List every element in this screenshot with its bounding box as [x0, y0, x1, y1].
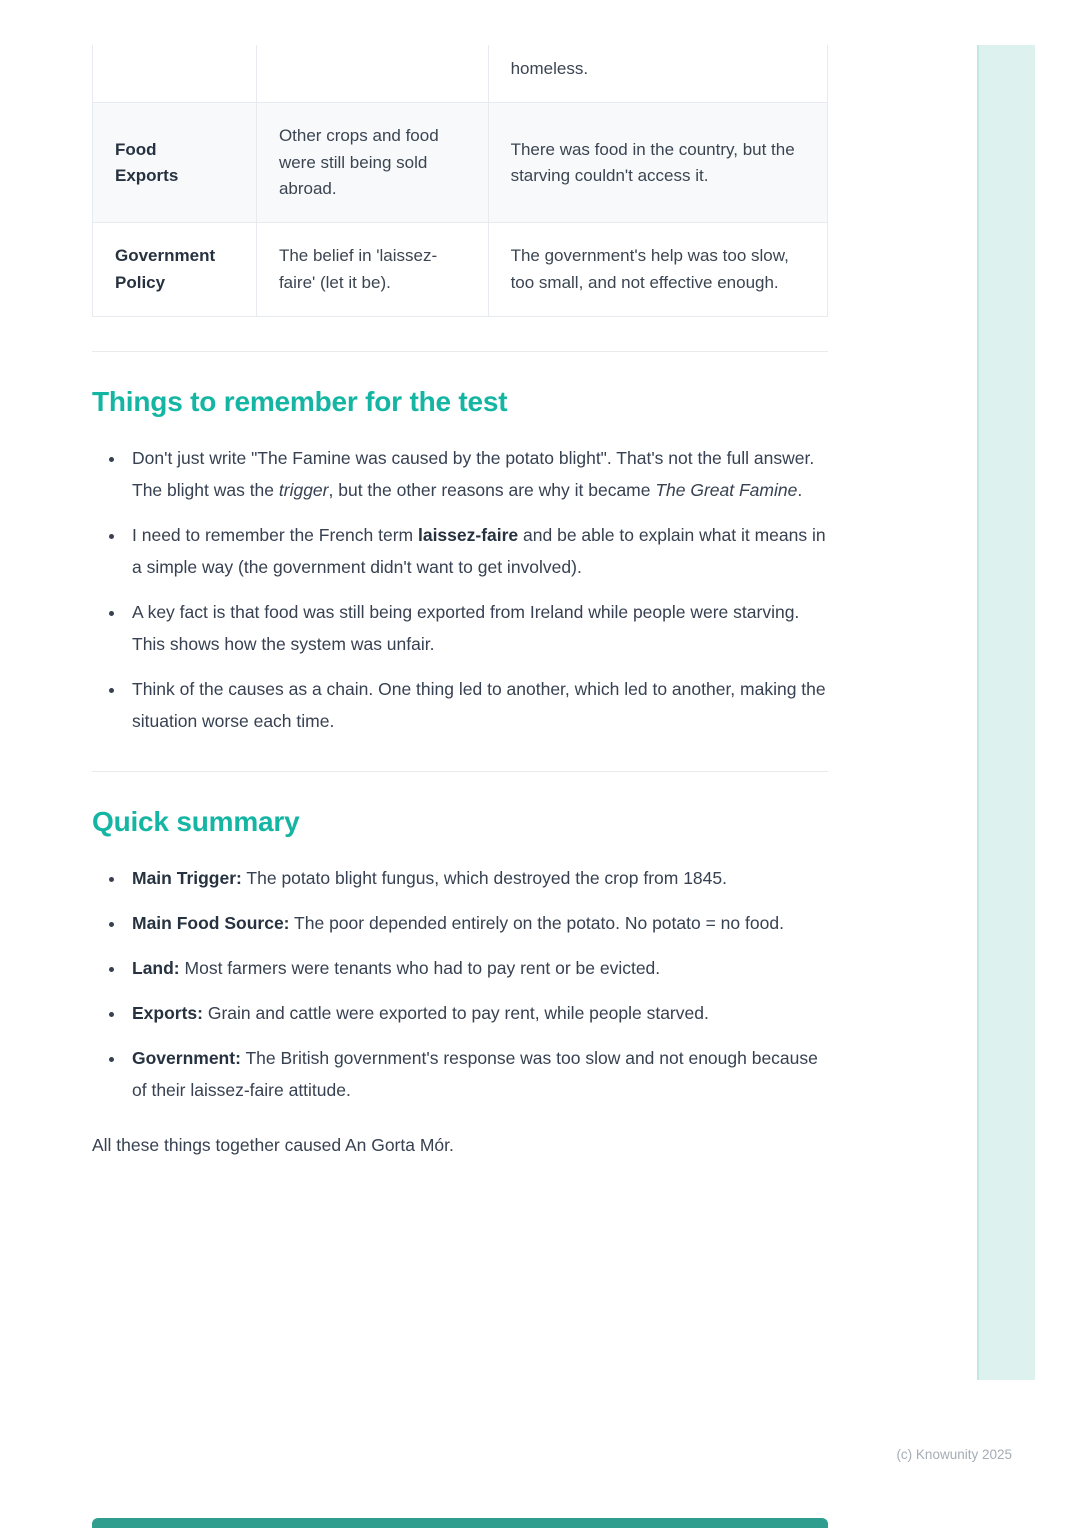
table-description-cell — [256, 45, 488, 103]
remember-list — [126, 442, 828, 737]
item-text: and be able to explain what it means in a simple way (the government didn't want to get involved). — [132, 525, 826, 578]
item-text: Don't just write "The Famine was caused by the potato blight". That's not the full answer. The blight was the — [132, 448, 815, 501]
list-item — [126, 442, 828, 506]
table-consequence-cell: homeless. — [488, 45, 827, 103]
document-content — [92, 45, 828, 1162]
list-item — [126, 673, 828, 737]
item-label: Government: — [132, 1048, 241, 1069]
item-text: The poor depended entirely on the potato. No potato = no food. — [289, 913, 784, 934]
next-page-banner-edge — [92, 1518, 828, 1528]
list-item — [126, 862, 828, 894]
item-label: Main Trigger: — [132, 868, 242, 889]
table-term-text: Government Policy — [115, 246, 216, 292]
list-item — [126, 1042, 828, 1106]
table-description-cell: Other crops and food were still being sold abroad. — [256, 103, 488, 223]
item-text: Think of the causes as a chain. One thing led to another, which led to another, making the situation worse each time. — [132, 679, 826, 732]
item-text: Grain and cattle were exported to pay rent, while people starved. — [202, 1003, 709, 1024]
table-term-cell — [93, 223, 257, 317]
item-text: I need to remember the French term — [132, 525, 418, 546]
table-row — [93, 45, 828, 103]
closing-paragraph: All these things together caused An Gorta Mór. — [92, 1135, 454, 1156]
item-text: Most farmers were tenants who had to pay rent or be evicted. — [179, 958, 661, 979]
italic-term: The Great Famine — [655, 480, 798, 501]
list-item — [126, 907, 828, 939]
section-divider — [92, 771, 828, 772]
table-consequence-cell: There was food in the country, but the starving couldn't access it. — [488, 103, 827, 223]
item-text: The potato blight fungus, which destroyed the crop from 1845. — [241, 868, 727, 889]
section-divider — [92, 351, 828, 352]
italic-term: trigger — [278, 480, 329, 501]
table-consequence-cell: The government's help was too slow, too small, and not effective enough. — [488, 223, 827, 317]
summary-section-heading: Quick summary — [92, 806, 300, 838]
item-text: . — [797, 480, 803, 501]
item-label: Land: — [132, 958, 180, 979]
list-item — [126, 997, 828, 1029]
item-text: , but the other reasons are why it became — [328, 480, 656, 501]
table-term-text: Food Exports — [115, 139, 179, 185]
item-text: The British government's response was too slow and not enough because of their laissez-faire attitude. — [132, 1048, 818, 1101]
list-item — [126, 596, 828, 660]
remember-section-heading: Things to remember for the test — [92, 386, 508, 418]
list-item — [126, 519, 828, 583]
list-item — [126, 952, 828, 984]
item-label: Exports: — [132, 1003, 203, 1024]
table-row — [93, 103, 828, 223]
summary-list — [126, 862, 828, 1106]
causes-table — [92, 45, 828, 317]
bold-term: laissez-faire — [417, 525, 519, 546]
table-row — [93, 223, 828, 317]
item-text: A key fact is that food was still being exported from Ireland while people were starving. This shows how the system was unfair. — [132, 602, 800, 655]
side-accent-bar — [977, 45, 1035, 1380]
table-term-cell — [93, 45, 257, 103]
table-description-cell: The belief in 'laissez-faire' (let it be). — [256, 223, 488, 317]
footer-copyright: (c) Knowunity 2025 — [896, 1447, 1012, 1462]
table-term-cell — [93, 103, 257, 223]
item-label: Main Food Source: — [132, 913, 290, 934]
